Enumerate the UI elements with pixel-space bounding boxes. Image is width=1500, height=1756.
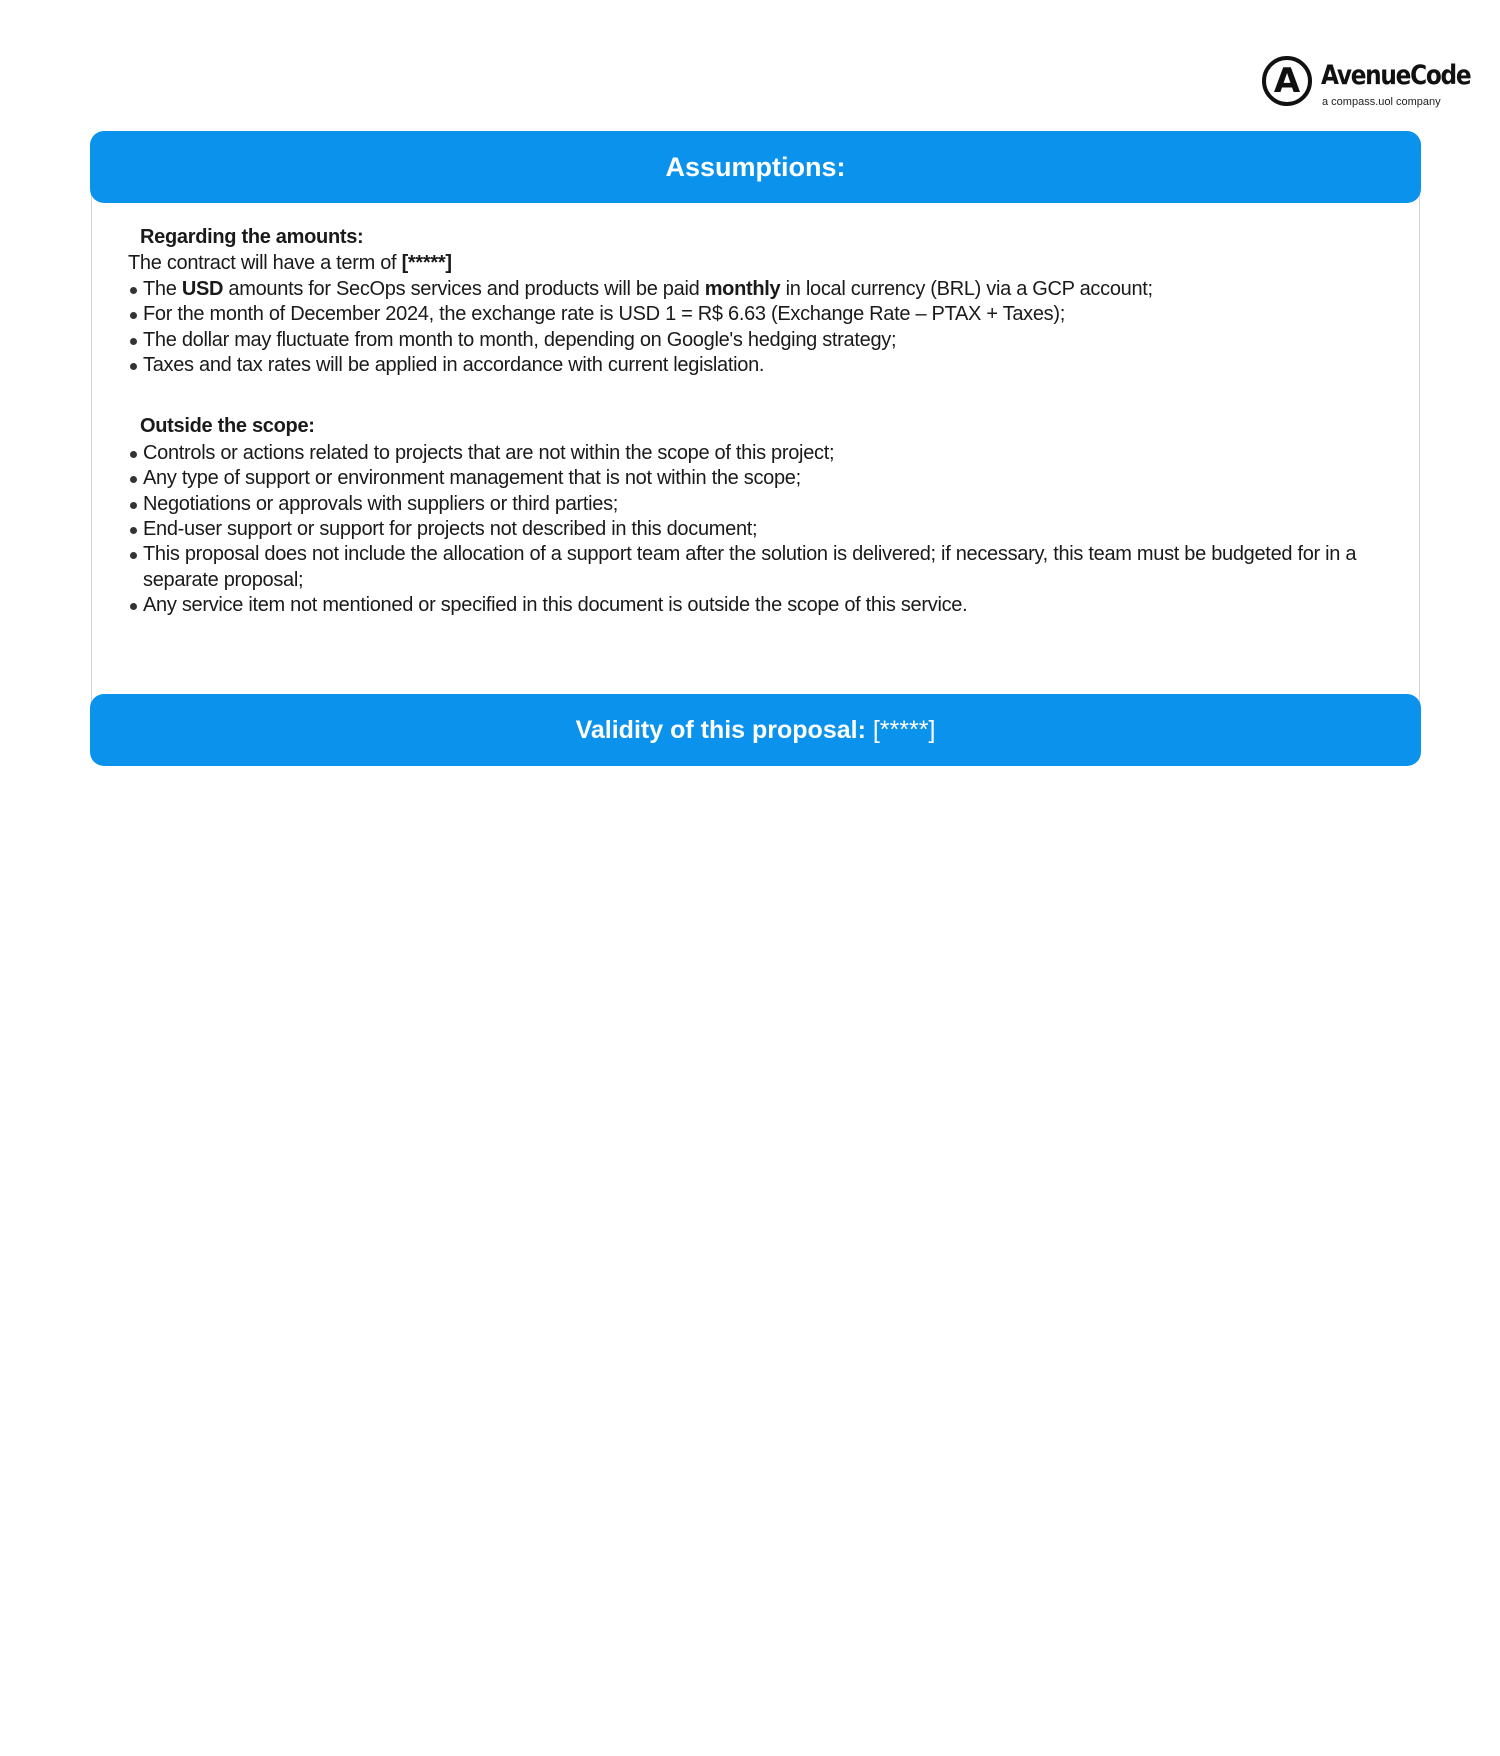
logo-tagline: a compass.uol company	[1322, 96, 1441, 108]
list-item: Any service item not mentioned or specified in this document is outside the scope of this service.	[128, 593, 1398, 618]
amounts-heading: Regarding the amounts:	[140, 226, 364, 248]
logo-name: AvenueCode	[1321, 60, 1471, 91]
assumptions-content	[128, 225, 1398, 619]
contract-term: The contract will have a term of [*****]	[128, 252, 452, 275]
list-item: Any type of support or environment management that is not within the scope;	[128, 466, 1398, 491]
list-item: Taxes and tax rates will be applied in accordance with current legislation.	[128, 353, 1398, 378]
list-item: Controls or actions related to projects that are not within the scope of this project;	[128, 441, 1398, 466]
contract-term-value: [*****]	[401, 252, 452, 275]
validity-banner	[90, 694, 1421, 766]
list-item: This proposal does not include the allocation of a support team after the solution is delivered; if necessary, this team must be budgeted for in a separate proposal;	[128, 542, 1398, 593]
list-item: The USD amounts for SecOps services and products will be paid monthly in local currency (BRL) via a GCP account;	[128, 277, 1398, 302]
list-item: The dollar may fluctuate from month to month, depending on Google's hedging strategy;	[128, 328, 1398, 353]
validity-value: [*****]	[872, 716, 936, 744]
list-item: Negotiations or approvals with suppliers or third parties;	[128, 492, 1398, 517]
assumptions-title: Assumptions:	[90, 131, 1421, 203]
amounts-list	[128, 277, 1398, 379]
company-logo	[1262, 52, 1471, 118]
list-item: End-user support or support for projects not described in this document;	[128, 517, 1398, 542]
scope-heading: Outside the scope:	[140, 415, 315, 438]
logo-mark-icon: A	[1262, 56, 1312, 106]
list-item: For the month of December 2024, the exchange rate is USD 1 = R$ 6.63 (Exchange Rate – PTAX + Taxes);	[128, 302, 1398, 327]
validity-label: Validity of this proposal:	[575, 716, 866, 744]
scope-list	[128, 441, 1398, 619]
